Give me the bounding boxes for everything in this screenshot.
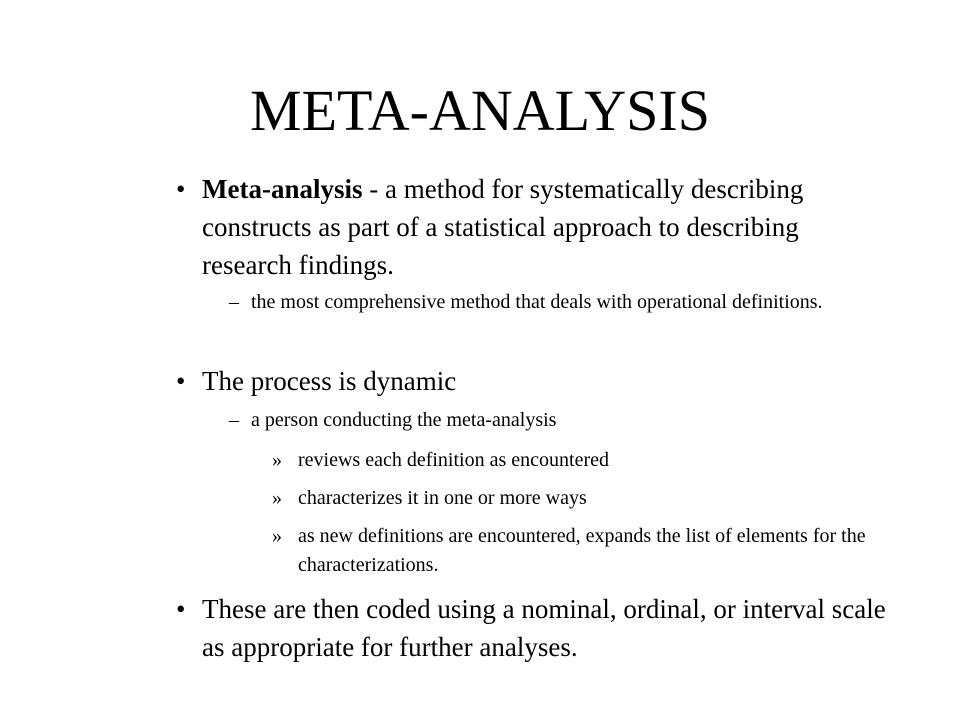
subbullet-person-conducting bbox=[229, 406, 884, 435]
bullet-text: The process is dynamic bbox=[202, 366, 457, 396]
subsubbullet-text: as new definitions are encountered, expands the list of elements for the characterizations. bbox=[298, 525, 866, 576]
guillemet-marker: » bbox=[272, 449, 282, 471]
bullet-meta-analysis-definition bbox=[176, 170, 888, 284]
subsubbullet-text: reviews each definition as encountered bbox=[298, 449, 609, 471]
bullet-coded-scale bbox=[176, 590, 888, 666]
subsubbullet-characterizes bbox=[272, 484, 884, 513]
slide-title: META-ANALYSIS bbox=[250, 78, 710, 143]
subbullet-text: a person conducting the meta-analysis bbox=[251, 409, 557, 431]
bullet-term: Meta-analysis bbox=[202, 174, 363, 204]
subsubbullet-text: characterizes it in one or more ways bbox=[298, 487, 587, 509]
bullet-marker: • bbox=[176, 594, 186, 624]
bullet-process-dynamic bbox=[176, 362, 888, 400]
subsubbullet-reviews bbox=[272, 446, 884, 475]
subbullet-comprehensive-method bbox=[229, 288, 884, 317]
bullet-text: These are then coded using a nominal, ordinal, or interval scale as appropriate for further analyses. bbox=[202, 594, 886, 662]
bullet-text bbox=[202, 170, 888, 284]
dash-marker: – bbox=[229, 291, 239, 313]
bullet-marker: • bbox=[176, 366, 186, 396]
bullet-marker: • bbox=[176, 174, 186, 204]
bullet-description: - a method for systematically describing constructs as part of a statistical approach to describing research findings. bbox=[202, 174, 804, 280]
dash-marker: – bbox=[229, 409, 239, 431]
subsubbullet-expands-list bbox=[272, 522, 884, 580]
guillemet-marker: » bbox=[272, 487, 282, 509]
subbullet-text: the most comprehensive method that deals with operational definitions. bbox=[251, 291, 823, 313]
guillemet-marker: » bbox=[272, 525, 282, 547]
